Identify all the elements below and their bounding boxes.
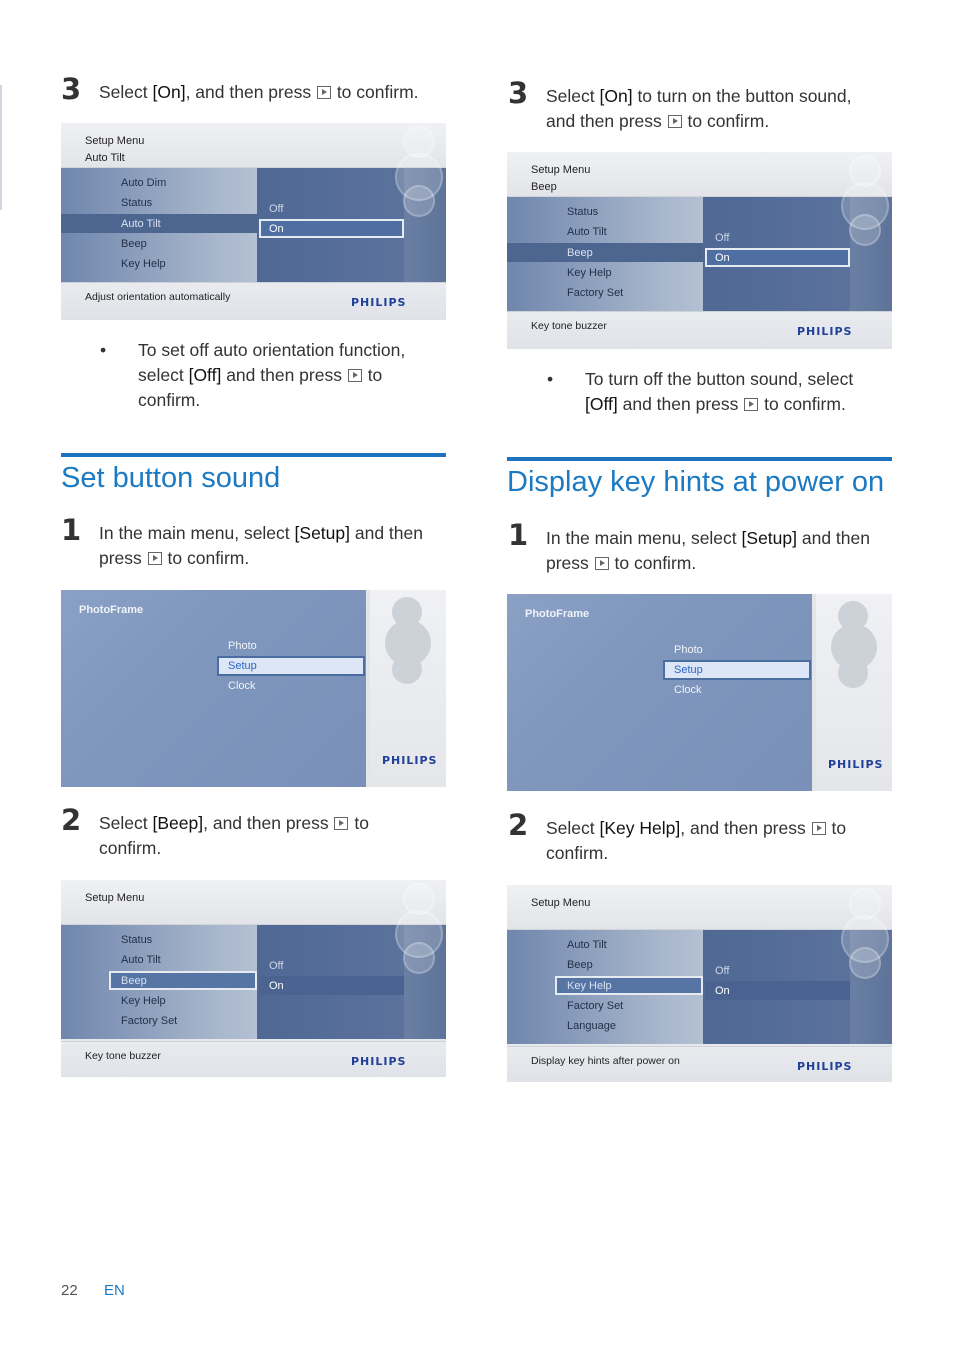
remote-down-icon	[392, 654, 422, 684]
step-number: 2	[508, 808, 529, 842]
bullet-dot: •	[547, 369, 554, 389]
screen-subtitle: Auto Tilt	[85, 152, 125, 164]
option-off[interactable]: Off	[269, 203, 284, 215]
menu-item[interactable]: Key Help	[121, 258, 166, 270]
text: Select	[546, 818, 600, 838]
help-text: Display key hints after power on	[531, 1055, 680, 1067]
screen-beep-on	[507, 152, 892, 349]
step-1-right	[508, 518, 908, 581]
screen-auto-tilt	[61, 123, 446, 320]
ok-button-icon	[334, 817, 348, 830]
text: confirm.	[138, 390, 201, 410]
philips-logo: PHILIPS	[797, 325, 853, 338]
text: to confirm.	[331, 82, 419, 102]
text: confirm.	[99, 838, 162, 858]
section-title: Set button sound	[61, 462, 281, 494]
screen-title: Setup Menu	[85, 892, 145, 904]
option-on[interactable]: On	[715, 985, 730, 997]
menu-item[interactable]: Clock	[674, 684, 702, 696]
text: , and then press	[680, 818, 811, 838]
text: to confirm.	[682, 111, 770, 131]
menu-item[interactable]: Status	[567, 206, 599, 218]
philips-logo: PHILIPS	[382, 754, 438, 767]
menu-item[interactable]: Status	[121, 934, 153, 946]
keyword: [Setup]	[294, 523, 350, 543]
text: and then	[797, 528, 870, 548]
step-text	[99, 811, 369, 861]
text: and then press	[546, 111, 667, 131]
text: to	[349, 813, 369, 833]
margin-rule	[0, 85, 2, 210]
step-text	[546, 526, 870, 576]
keyword: [Off]	[188, 365, 222, 385]
ok-button-icon	[348, 369, 362, 382]
section-set-button-sound	[61, 453, 446, 503]
menu-item-selected[interactable]: Auto Tilt	[121, 218, 161, 230]
remote-side-panel	[370, 590, 446, 787]
bullet-text	[138, 338, 458, 413]
screen-footer	[61, 1041, 446, 1077]
ok-button-icon	[744, 398, 758, 411]
text: press	[546, 553, 594, 573]
text: To turn off the button sound, select	[585, 369, 854, 389]
screen-header	[507, 152, 892, 197]
text: press	[99, 548, 147, 568]
bullet-note-left	[100, 338, 450, 418]
step-number: 3	[508, 76, 529, 110]
screen-footer	[61, 282, 446, 320]
step-1-left	[61, 513, 451, 576]
step-text	[546, 816, 846, 866]
menu-item[interactable]: Photo	[674, 644, 703, 656]
menu-item[interactable]: Key Help	[121, 995, 166, 1007]
keyword: [Off]	[585, 394, 618, 414]
screen-header	[61, 880, 446, 925]
keyword: [On]	[599, 86, 633, 106]
text: and then	[350, 523, 423, 543]
step-number: 1	[508, 518, 529, 552]
option-on[interactable]: On	[715, 252, 730, 264]
text: Select	[99, 82, 153, 102]
screen-photoframe	[507, 594, 892, 791]
text: , and then press	[203, 813, 334, 833]
step-number: 3	[61, 72, 82, 106]
step-text	[99, 521, 423, 571]
philips-logo: PHILIPS	[351, 296, 407, 309]
text: to	[362, 365, 383, 385]
menu-item-selected[interactable]: Setup	[228, 660, 257, 672]
main-menu-panel	[61, 590, 366, 787]
screen-footer	[507, 311, 892, 349]
remote-down-icon	[849, 214, 881, 246]
section-display-key-hints	[507, 457, 892, 507]
menu-item[interactable]: Photo	[228, 640, 257, 652]
ok-button-icon	[317, 86, 331, 99]
step-text	[99, 80, 419, 105]
text: To set off auto orientation function,	[138, 340, 406, 360]
page-number: 22	[61, 1282, 78, 1299]
language-code: EN	[104, 1282, 125, 1299]
menu-highlight	[507, 243, 703, 262]
text: and then press	[617, 394, 744, 414]
screen-footer	[507, 1046, 892, 1082]
bullet-note-right	[547, 367, 937, 422]
screen-title: Setup Menu	[531, 164, 591, 176]
section-title: Display key hints at power on	[507, 466, 885, 498]
menu-item-selected[interactable]: Key Help	[567, 980, 612, 992]
menu-item-selected[interactable]: Beep	[121, 975, 147, 987]
screen-beep	[61, 880, 446, 1077]
screen-title: PhotoFrame	[525, 608, 590, 620]
remote-down-icon	[403, 942, 435, 974]
step-3-right	[508, 76, 908, 139]
menu-item-selected[interactable]: Setup	[674, 664, 703, 676]
bullet-dot: •	[100, 340, 107, 360]
section-rule	[61, 453, 446, 457]
ok-button-icon	[668, 115, 682, 128]
keyword: [On]	[152, 82, 186, 102]
screen-photoframe	[61, 590, 446, 787]
remote-down-icon	[849, 947, 881, 979]
text: to confirm.	[759, 394, 846, 414]
philips-logo: PHILIPS	[351, 1055, 407, 1068]
text: select	[138, 365, 189, 385]
screen-title: Setup Menu	[85, 135, 145, 147]
menu-item[interactable]: Factory Set	[567, 1000, 624, 1012]
menu-item[interactable]: Key Help	[567, 267, 612, 279]
menu-item[interactable]: Language	[567, 1020, 616, 1032]
screen-key-help	[507, 885, 892, 1082]
menu-item[interactable]: Factory Set	[121, 1015, 178, 1027]
menu-item[interactable]: Auto Dim	[121, 177, 167, 189]
menu-item[interactable]: Beep	[121, 238, 147, 250]
remote-side-panel	[816, 594, 892, 791]
step-2-left	[61, 803, 451, 866]
menu-item[interactable]: Auto Tilt	[567, 226, 607, 238]
text: In the main menu, select	[99, 523, 295, 543]
remote-down-icon	[403, 185, 435, 217]
menu-item[interactable]: Status	[121, 197, 153, 209]
menu-item[interactable]: Beep	[567, 959, 593, 971]
section-rule	[507, 457, 892, 461]
text: to confirm.	[162, 548, 250, 568]
remote-down-icon	[838, 658, 868, 688]
keyword: [Key Help]	[599, 818, 681, 838]
ok-button-icon	[148, 552, 162, 565]
menu-item-selected[interactable]: Beep	[567, 247, 593, 259]
philips-logo: PHILIPS	[828, 758, 884, 771]
ok-button-icon	[812, 822, 826, 835]
help-text: Key tone buzzer	[531, 320, 607, 332]
menu-item[interactable]: Auto Tilt	[567, 939, 607, 951]
step-number: 1	[61, 513, 82, 547]
text: confirm.	[546, 843, 609, 863]
help-text: Key tone buzzer	[85, 1050, 161, 1062]
philips-logo: PHILIPS	[797, 1060, 853, 1073]
bullet-text	[585, 367, 925, 417]
text: Select	[99, 813, 153, 833]
screen-title: Setup Menu	[531, 897, 591, 909]
keyword: [Setup]	[741, 528, 797, 548]
step-number: 2	[61, 803, 82, 837]
help-text: Adjust orientation automatically	[85, 291, 231, 303]
text: In the main menu, select	[546, 528, 742, 548]
keyword: [Beep]	[152, 813, 204, 833]
ok-button-icon	[595, 557, 609, 570]
screen-header	[61, 123, 446, 168]
option-off[interactable]: Off	[715, 232, 730, 244]
option-off[interactable]: Off	[715, 965, 730, 977]
option-off[interactable]: Off	[269, 960, 284, 972]
main-menu-panel	[507, 594, 812, 791]
text: and then press	[221, 365, 347, 385]
menu-item[interactable]: Clock	[228, 680, 256, 692]
text: to confirm.	[609, 553, 697, 573]
option-on[interactable]: On	[269, 980, 284, 992]
text: to	[826, 818, 847, 838]
menu-item[interactable]: Factory Set	[567, 287, 624, 299]
menu-item[interactable]: Auto Tilt	[121, 954, 161, 966]
screen-header	[507, 885, 892, 930]
option-on[interactable]: On	[269, 223, 284, 235]
step-text	[546, 84, 852, 134]
screen-title: PhotoFrame	[79, 604, 144, 616]
step-3-left	[61, 72, 451, 110]
text: Select	[546, 86, 600, 106]
step-2-right	[508, 808, 908, 871]
screen-subtitle: Beep	[531, 181, 557, 193]
text: , and then press	[185, 82, 316, 102]
text: to turn on the button sound,	[632, 86, 852, 106]
